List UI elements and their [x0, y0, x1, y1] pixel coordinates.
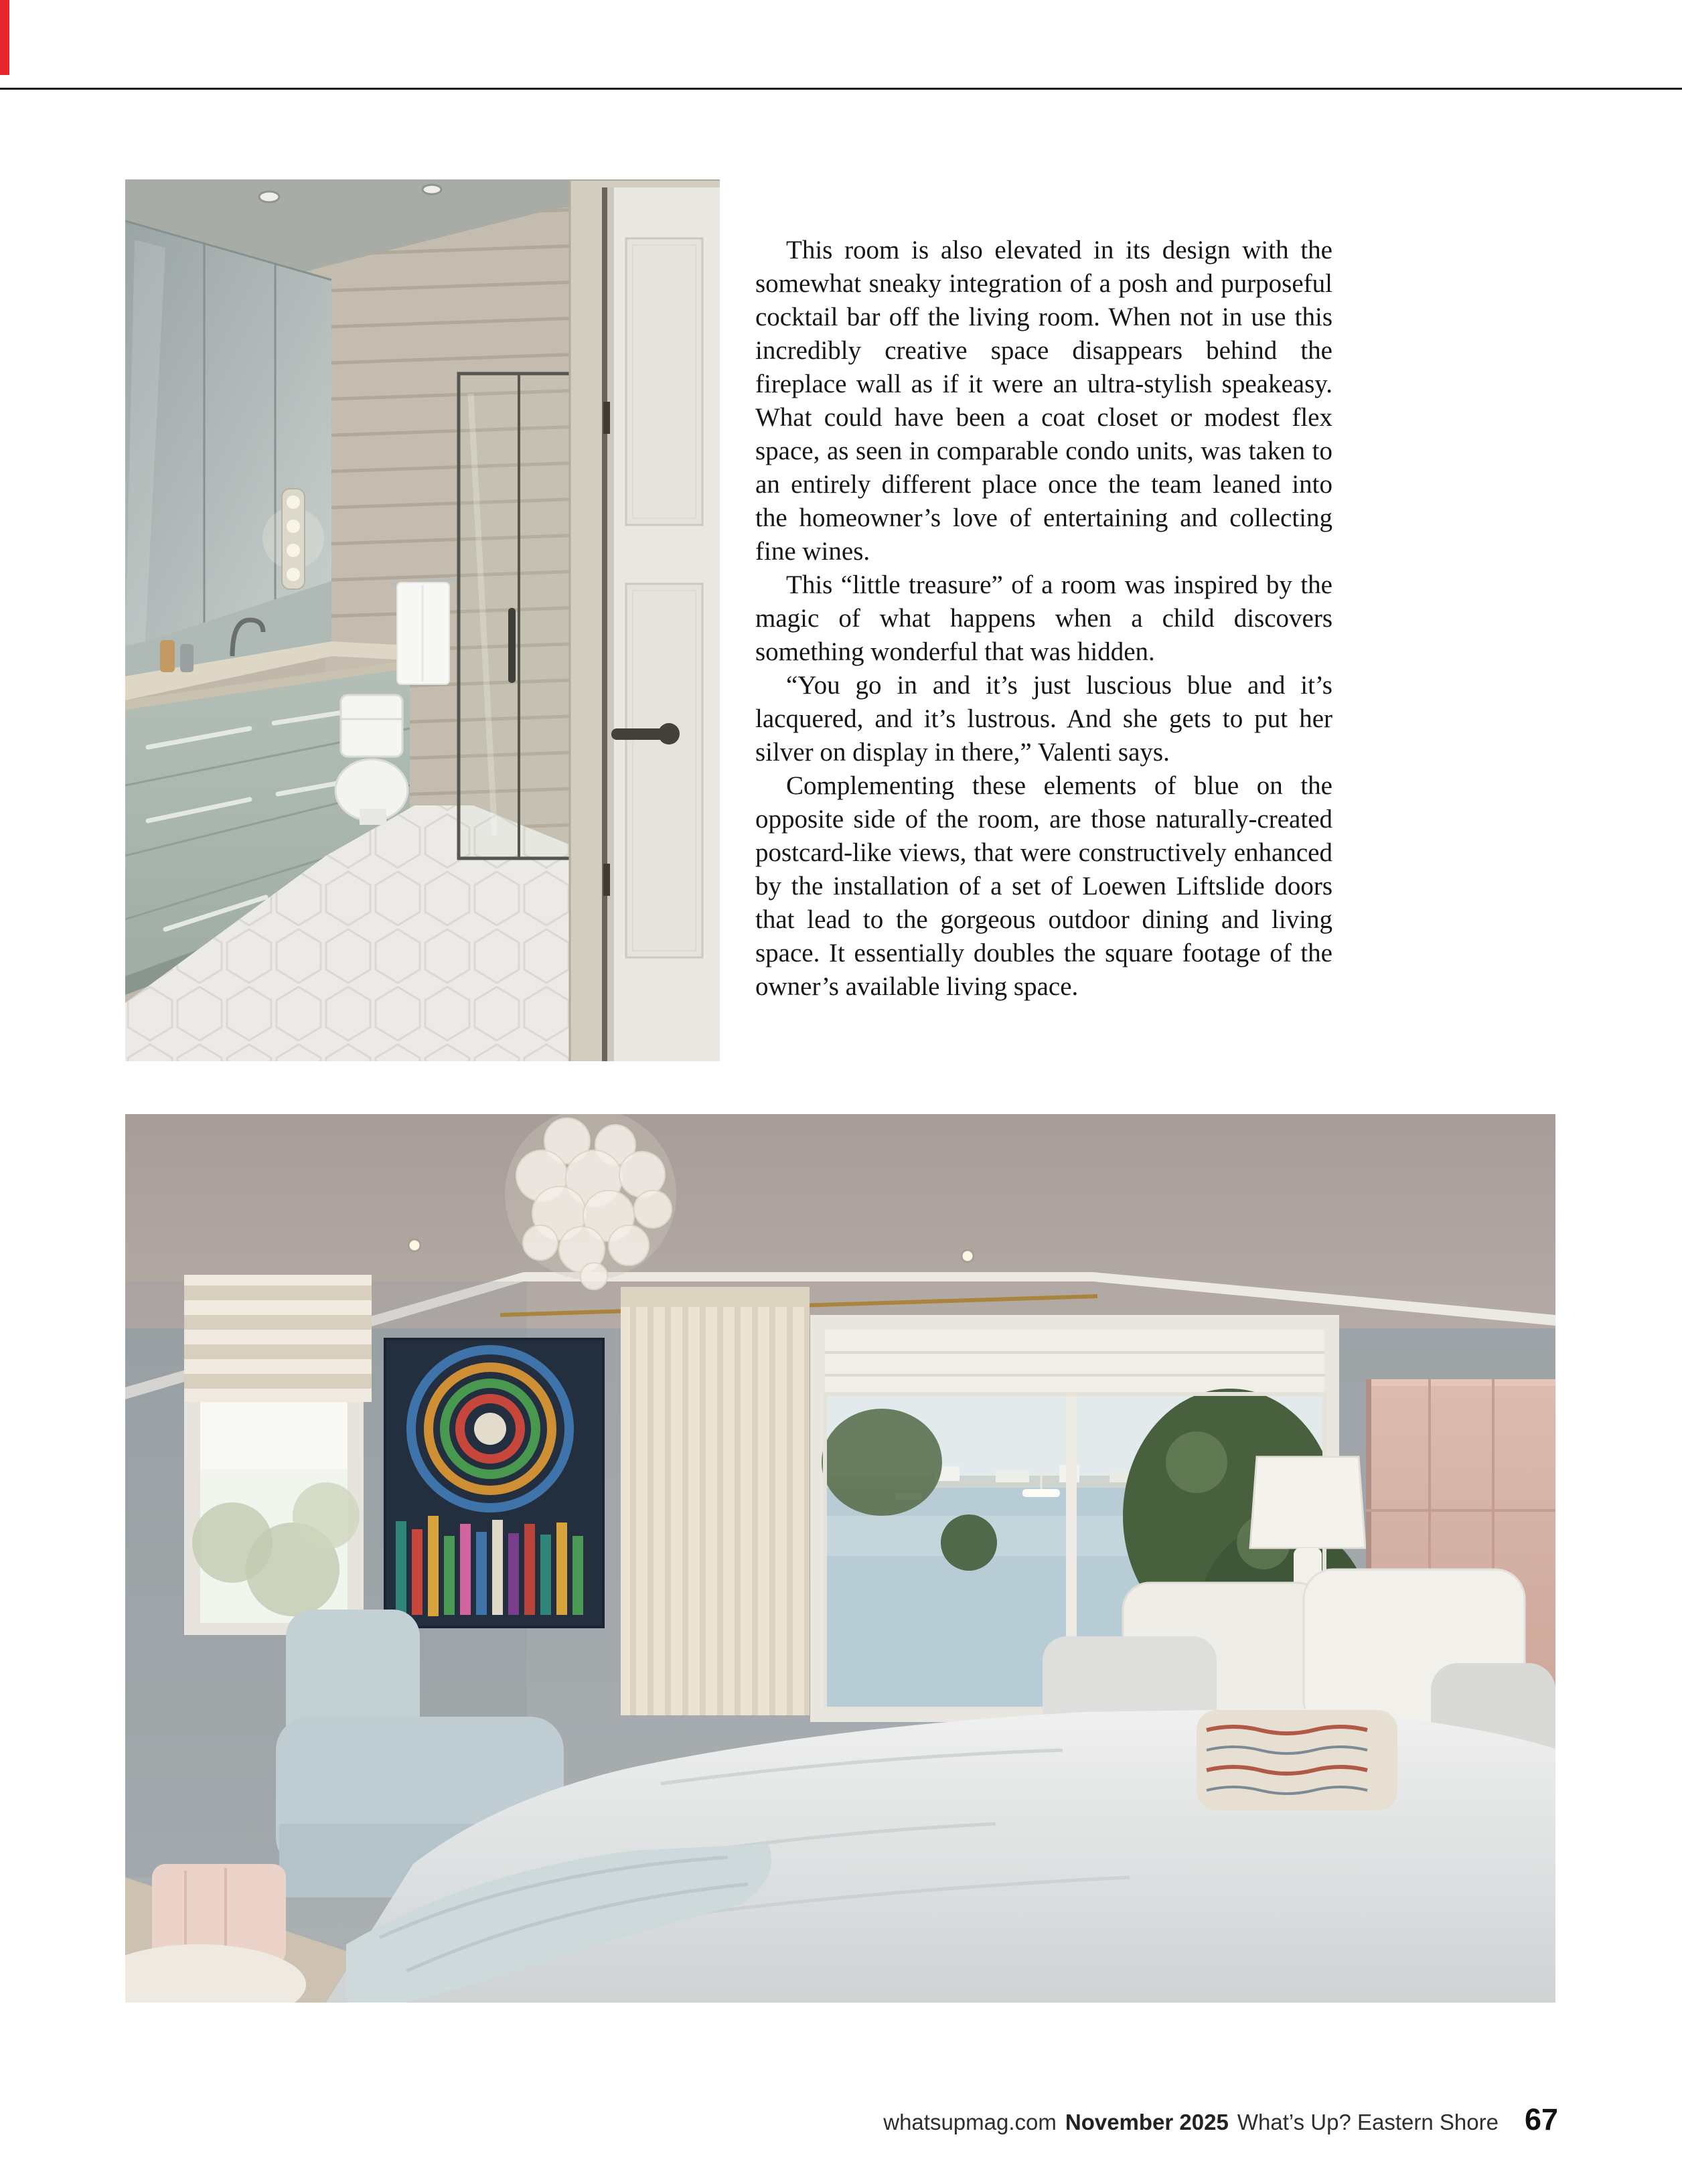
page-number: 67	[1524, 2102, 1558, 2136]
paragraph-2: This “little treasure” of a room was inspired by the magic of what happens when a child discovers something wonderful that was hidden.	[755, 570, 1332, 666]
paragraph-1: This room is also elevated in its design with the somewhat sneaky integration of a posh and purposeful cocktail bar off the living room. When not in use this incredibly creative space disappears behind the fireplace wall as if it were an ultra-stylish speakeasy. What could have been a coat closet or modest flex space, as seen in comparable condo units, was taken to an entirely different place once the team leaned into the homeowner’s love of entertaining and collecting fine wines.	[755, 236, 1332, 566]
top-rule	[0, 88, 1682, 90]
footer-issue: November 2025	[1065, 2110, 1229, 2134]
page-footer	[883, 2102, 1558, 2137]
paragraph-3: “You go in and it’s just luscious blue and it’s lacquered, and it’s lustrous. And she gets to put her silver on display in there,” Valenti says.	[755, 671, 1332, 767]
red-tab-mark	[0, 0, 9, 75]
footer-publication: What’s Up? Eastern Shore	[1237, 2110, 1499, 2134]
bathroom-photo	[125, 179, 720, 1061]
bedroom-photo	[125, 1114, 1555, 2003]
footer-site: whatsupmag.com	[883, 2110, 1057, 2134]
article-text	[755, 234, 1332, 1004]
paragraph-4: Complementing these elements of blue on the opposite side of the room, are those naturally-created postcard-like views, that were constructively enhanced by the installation of a set of Loewen Liftslide doors that lead to the gorgeous outdoor dining and living space. It essentially doubles the square footage of the owner’s available living space.	[755, 771, 1332, 1001]
bedroom-photo-art	[125, 1114, 1555, 2003]
bathroom-photo-art	[125, 179, 720, 1061]
